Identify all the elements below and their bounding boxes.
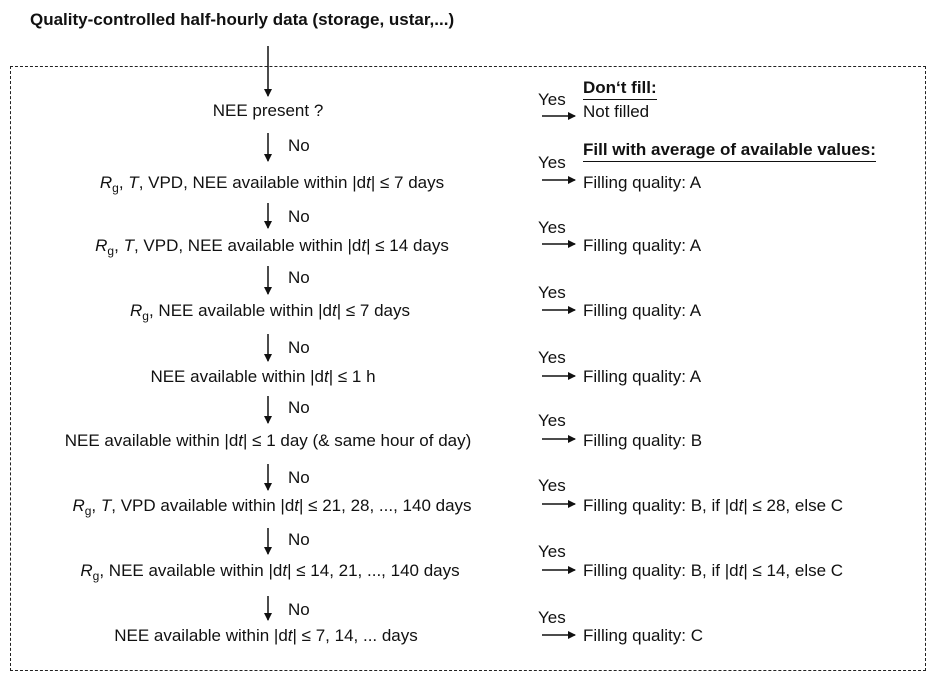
yes-label: Yes	[538, 476, 566, 495]
diagram-title: Quality-controlled half-hourly data (storage, ustar,...)	[30, 10, 455, 29]
condition-step-2: $R_g$, T, VPD, NEE available within |dt| ≤ 14 days	[95, 236, 449, 258]
no-label: No	[288, 468, 310, 487]
condition-step-1: $R_g$, T, VPD, NEE available within |dt| ≤ 7 days	[99, 173, 445, 195]
yes-label: Yes	[538, 90, 566, 109]
result-not-filled: Not filled	[583, 102, 650, 121]
result-step-5: Filling quality: B	[583, 431, 703, 450]
yes-label: Yes	[538, 348, 566, 367]
yes-label: Yes	[538, 283, 566, 302]
result-step-4: Filling quality: A	[583, 367, 702, 386]
no-label: No	[288, 338, 310, 357]
dont-fill-header: Don‘t fill:	[583, 78, 657, 100]
no-label: No	[288, 207, 310, 226]
condition-step-3: $R_g$, NEE available within |dt| ≤ 7 days	[130, 301, 410, 323]
no-label: No	[288, 398, 310, 417]
condition-nee-present: NEE present ?	[212, 101, 324, 120]
result-step-2: Filling quality: A	[583, 236, 702, 255]
result-step-3: Filling quality: A	[583, 301, 702, 320]
condition-step-7: $R_g$, NEE available within |dt| ≤ 14, 21, ..., 140 days	[80, 561, 460, 583]
no-label: No	[288, 268, 310, 287]
condition-step-8: NEE available within |dt| ≤ 7, 14, ... days	[114, 626, 418, 645]
yes-label: Yes	[538, 153, 566, 172]
condition-step-4: NEE available within |dt| ≤ 1 h	[150, 367, 376, 386]
no-label: No	[288, 530, 310, 549]
no-label: No	[288, 136, 310, 155]
condition-step-6: $R_g$, T, VPD available within |dt| ≤ 21, 28, ..., 140 days	[72, 496, 472, 518]
result-step-6: Filling quality: B, if |dt| ≤ 28, else C	[583, 496, 844, 515]
yes-label: Yes	[538, 542, 566, 561]
no-label: No	[288, 600, 310, 619]
condition-step-5: NEE available within |dt| ≤ 1 day (& same hour of day)	[64, 431, 472, 450]
result-step-7: Filling quality: B, if |dt| ≤ 14, else C	[583, 561, 844, 580]
fill-header: Fill with average of available values:	[583, 140, 876, 162]
yes-label: Yes	[538, 218, 566, 237]
yes-label: Yes	[538, 411, 566, 430]
result-step-1: Filling quality: A	[583, 173, 702, 192]
yes-label: Yes	[538, 608, 566, 627]
result-step-8: Filling quality: C	[583, 626, 703, 645]
